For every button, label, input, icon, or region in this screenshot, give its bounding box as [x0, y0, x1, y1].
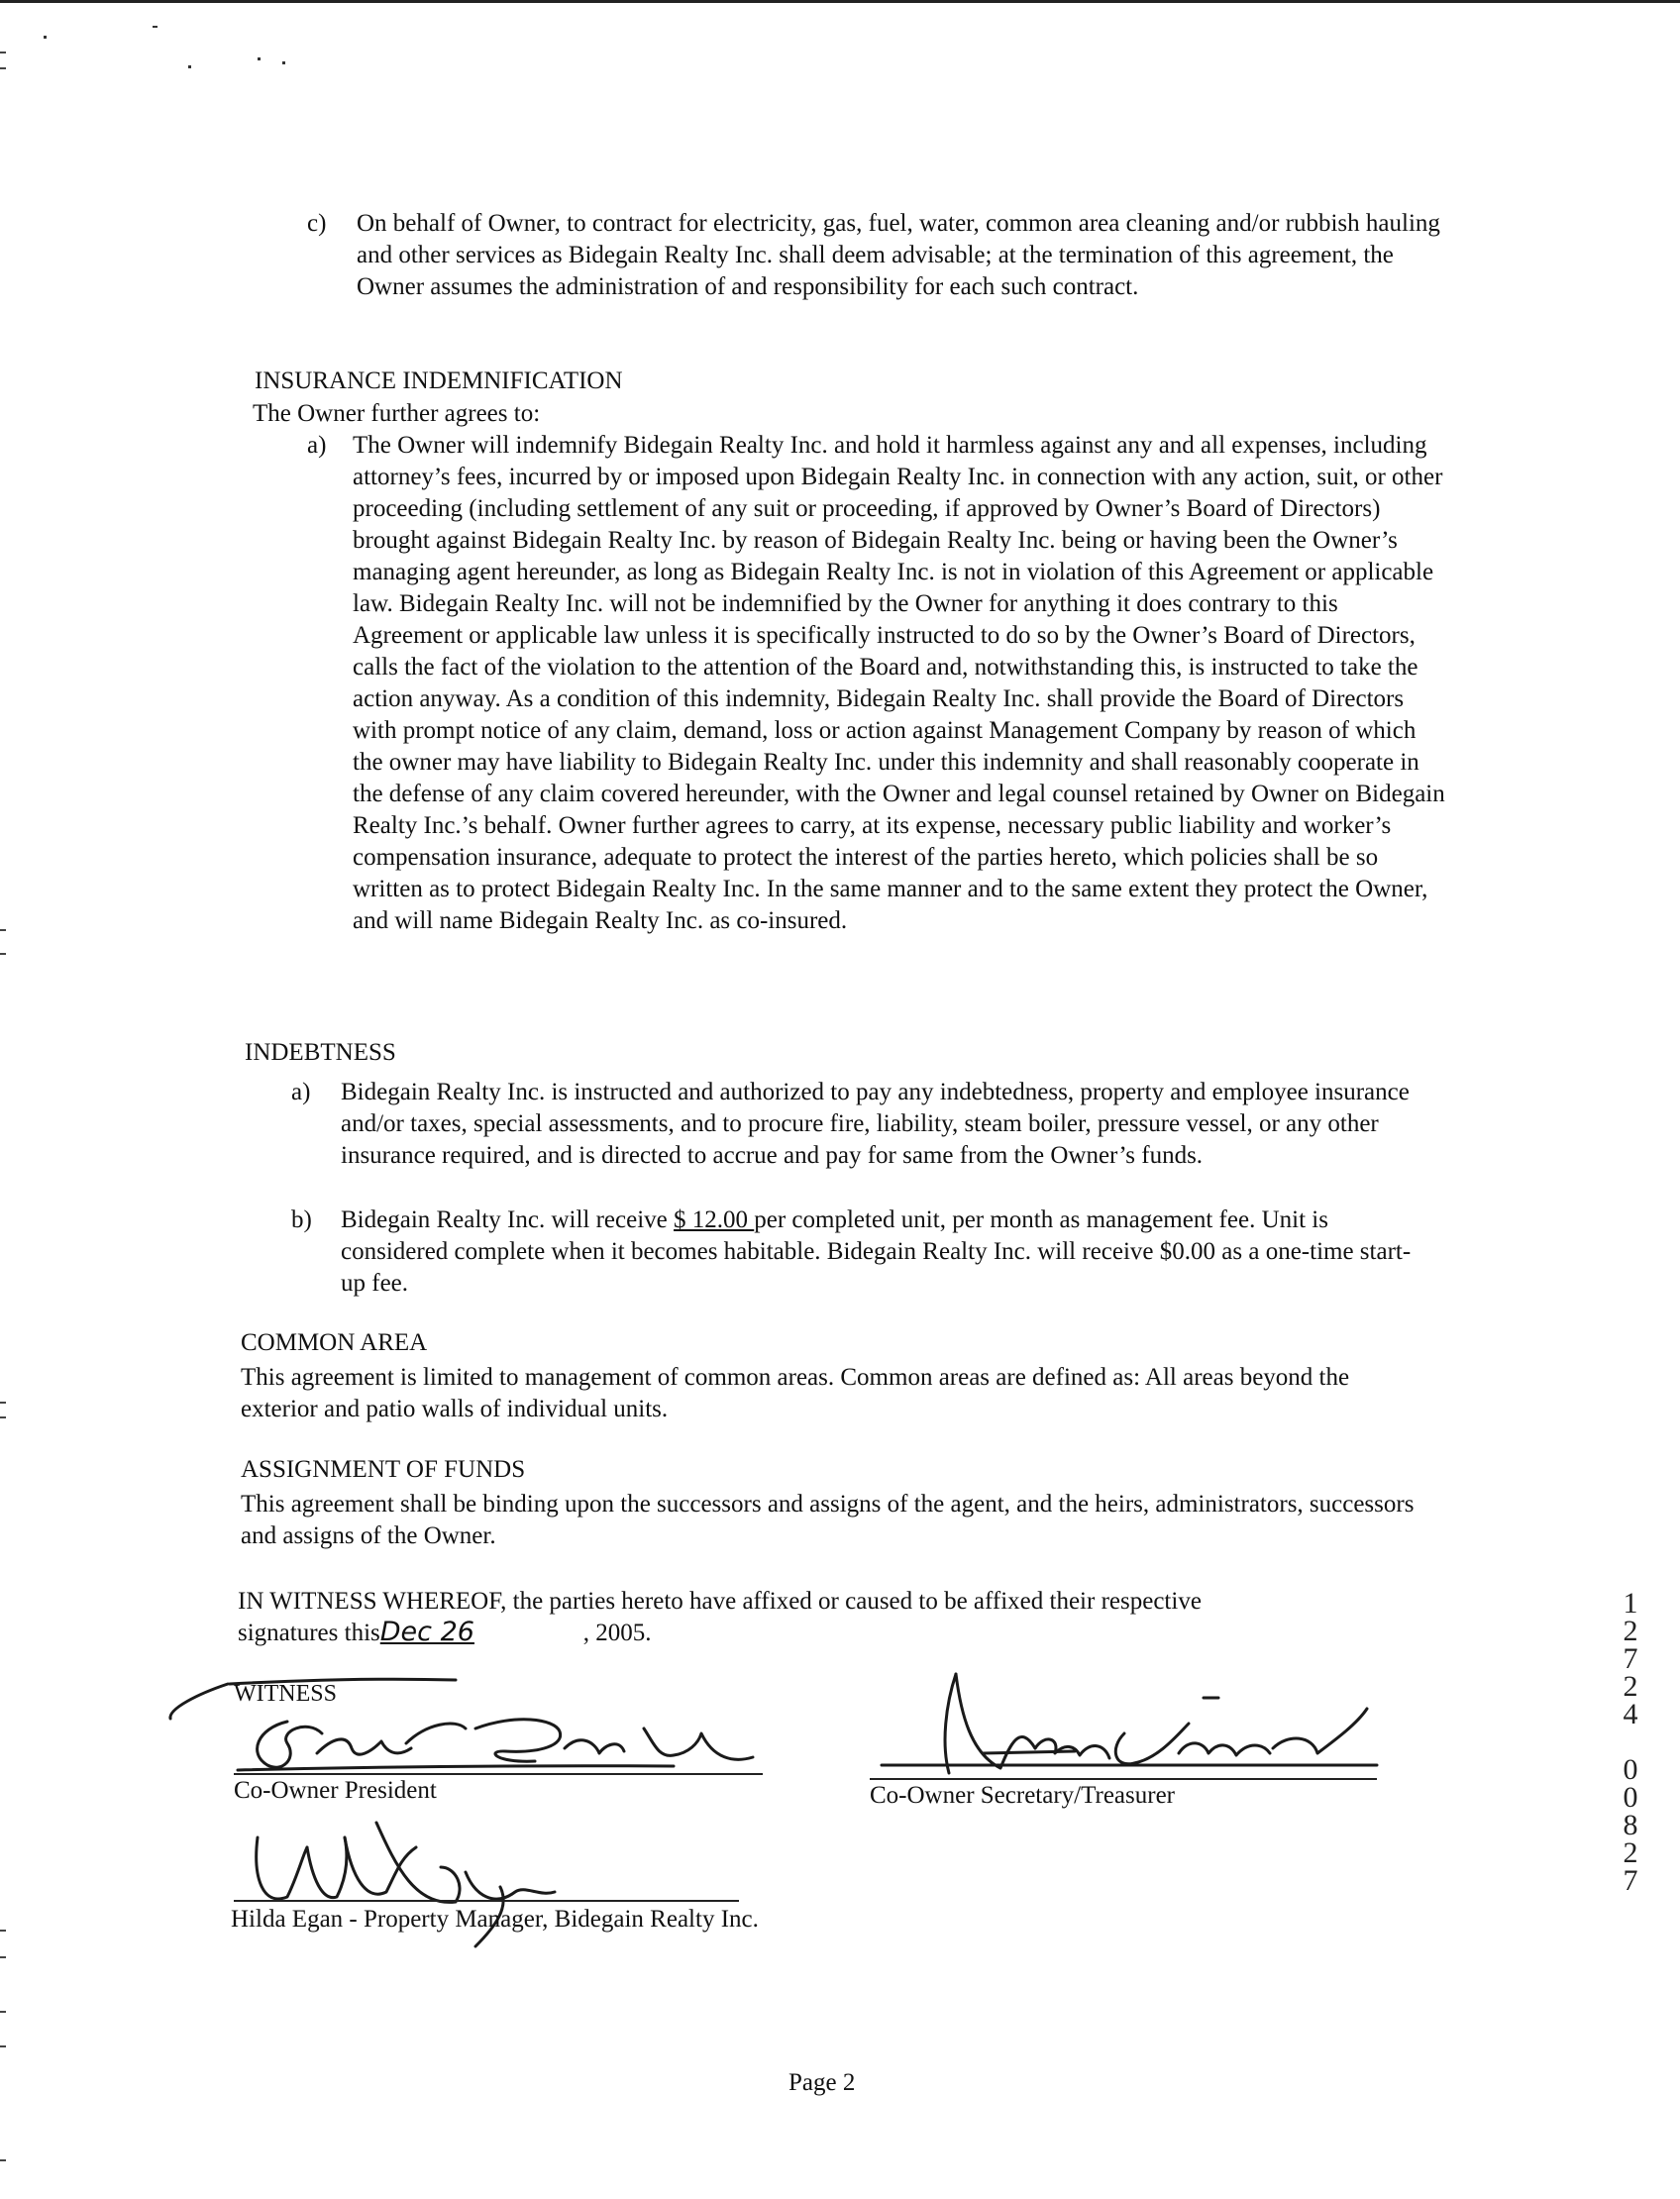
scan-speck: [188, 65, 191, 68]
insurance-heading: INSURANCE INDEMNIFICATION: [255, 367, 623, 394]
management-fee-value: $ 12.00: [674, 1206, 755, 1233]
secretary-signature: [862, 1664, 1387, 1783]
witness-line-2-after: , 2005.: [582, 1620, 652, 1646]
stamp-digit: 8: [1623, 1809, 1638, 1841]
indebtness-item-b-text-after: per completed unit, per month as management fee. Unit is considered complete when it becomes habitable. Bidegain Realty Inc. will receive $0.00 as a one-time start-up fee.: [341, 1206, 1412, 1297]
signature-date-blank: [380, 1617, 583, 1648]
indebtness-item-b-text-before: Bidegain Realty Inc. will receive: [341, 1206, 674, 1233]
page-number: Page 2: [788, 2069, 856, 2096]
president-signature: [158, 1674, 763, 1783]
stamp-digit: 2: [1623, 1615, 1638, 1647]
stamp-gap: [1613, 1728, 1648, 1756]
indebtness-item-a-label: a): [291, 1079, 311, 1105]
scan-speck: [153, 26, 158, 28]
stamp-digit: 0: [1623, 1753, 1638, 1786]
stamp-digit: 7: [1623, 1864, 1638, 1897]
insurance-intro: The Owner further agrees to:: [253, 400, 541, 427]
property-manager-label: Hilda Egan - Property Manager, Bidegain Realty Inc.: [231, 1906, 759, 1933]
scan-top-edge: [0, 0, 1680, 3]
indebtness-item-b-label: b): [291, 1206, 312, 1233]
scan-speck: [258, 57, 261, 60]
witness-label: WITNESS: [234, 1681, 337, 1707]
stamp-digit: 1: [1623, 1587, 1638, 1620]
indebtness-heading: INDEBTNESS: [245, 1039, 396, 1066]
assignment-text: This agreement shall be binding upon the successors and assigns of the agent, and the heirs, administrators, successors and assigns of the Owner.: [241, 1491, 1415, 1549]
property-manager-signature-line: [234, 1900, 739, 1902]
indebtness-item-b-text: [341, 1204, 1430, 1300]
signature-date-value: Dec 26: [379, 1617, 474, 1647]
secretary-label: Co-Owner Secretary/Treasurer: [870, 1782, 1175, 1809]
assignment-heading: ASSIGNMENT OF FUNDS: [241, 1456, 526, 1483]
witness-line-2-before: signatures this: [238, 1620, 380, 1646]
stamp-digit: 2: [1623, 1836, 1638, 1869]
common-area-text: This agreement is limited to management of common areas. Common areas are defined as: All areas beyond the exterior and patio walls of individual units.: [241, 1364, 1350, 1422]
president-label: Co-Owner President: [234, 1777, 437, 1804]
clause-c-label: c): [307, 210, 327, 237]
clause-c-text: On behalf of Owner, to contract for electricity, gas, fuel, water, common area cleaning and/or rubbish hauling and other services as Bidegain Realty Inc. shall deem advisable; at the termination of this agreement, the Owner assumes the administration of and responsibility for each such contract.: [357, 210, 1440, 300]
scan-speck: [282, 61, 285, 64]
witness-line-2: [238, 1617, 652, 1649]
stamp-digit: 0: [1623, 1781, 1638, 1814]
indebtness-item-a-text: Bidegain Realty Inc. is instructed and authorized to pay any indebtedness, property and employee insurance and/or taxes, special assessments, and to procure fire, liability, steam boiler, pressure vessel, or any other insurance required, and is directed to accrue and pay for same from the Owner’s funds.: [341, 1079, 1410, 1169]
scan-speck: [44, 36, 47, 39]
stamp-digit: 7: [1623, 1642, 1638, 1675]
witness-line-1: IN WITNESS WHEREOF, the parties hereto have affixed or caused to be affixed their respective: [238, 1588, 1202, 1615]
insurance-item-a-label: a): [307, 432, 327, 459]
document-number-stamp: [1613, 1587, 1648, 1897]
insurance-item-a-text: The Owner will indemnify Bidegain Realty Inc. and hold it harmless against any and all expenses, including attorney’s fees, incurred by or imposed upon Bidegain Realty Inc. in connection with any action, suit, or other proceeding (including settlement of any suit or proceeding, if approved by Owner’s Board of Directors) brought against Bidegain Realty Inc. by reason of Bidegain Realty Inc. being or having been the Owner’s managing agent hereunder, as long as Bidegain Realty Inc. is not in violation of this Agreement or applicable law. Bidegain Realty Inc. will not be indemnified by the Owner for anything it does contrary to this Agreement or applicable law unless it is specifically instructed to do so by the Owner’s Board of Directors, calls the fact of the violation to the attention of the Board and, notwithstanding this, is instructed to take the action anyway. As a condition of this indemnity, Bidegain Realty Inc. shall provide the Board of Directors with prompt notice of any claim, demand, loss or action against Management Company by reason of which the owner may have liability to Bidegain Realty Inc. under this indemnity and shall reasonably cooperate in the defense of any claim covered hereunder, with the Owner and legal counsel retained by Owner on Bidegain Realty Inc.’s behalf. Owner further agrees to carry, at its expense, necessary public liability and worker’s compensation insurance, adequate to protect the interest of the parties hereto, which policies shall be so written as to protect Bidegain Realty Inc. In the same manner and to the same extent they protect the Owner, and will name Bidegain Realty Inc. as co-insured.: [353, 432, 1445, 934]
stamp-digit: 2: [1623, 1670, 1638, 1703]
stamp-digit: 4: [1623, 1698, 1638, 1730]
common-area-heading: COMMON AREA: [241, 1329, 428, 1356]
